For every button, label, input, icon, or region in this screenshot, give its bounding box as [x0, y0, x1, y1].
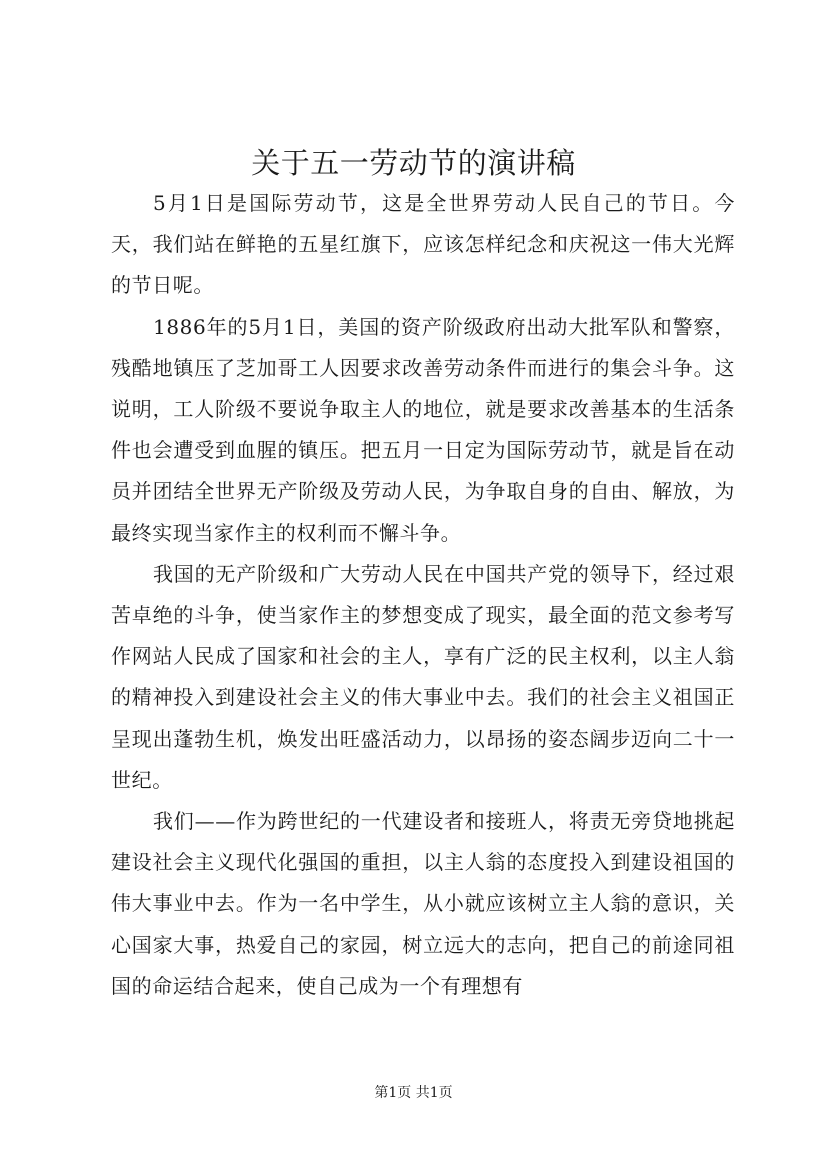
document-body — [111, 183, 735, 1007]
paragraph: 1886年的5月1日，美国的资产阶级政府出动大批军队和警察，残酷地镇压了芝加哥工人因要求改善劳动条件而进行的集会斗争。这说明，工人阶级不要说争取主人的地位，就是要求改善基本的生活条件也会遭受到血腥的镇压。把五月一日定为国际劳动节，就是旨在动员并团结全世界无产阶级及劳动人民，为争取自身的自由、解放，为最终实现当家作主的权利而不懈斗争。 — [111, 314, 735, 545]
page-footer — [0, 1083, 827, 1103]
paragraph: 5月1日是国际劳动节，这是全世界劳动人民自己的节日。今天，我们站在鲜艳的五星红旗下，应该怎样纪念和庆祝这一伟大光辉的节日呢。 — [111, 191, 735, 298]
document-title: 关于五一劳动节的演讲稿 — [251, 146, 576, 180]
paragraph: 我们——作为跨世纪的一代建设者和接班人，将责无旁贷地挑起建设社会主义现代化强国的重担，以主人翁的态度投入到建设祖国的伟大事业中去。作为一名中学生，从小就应该树立主人翁的意识，关心国家大事，热爱自己的家园，树立远大的志向，把自己的前途同祖国的命运结合起来，使自己成为一个有理想有 — [111, 809, 735, 998]
page-number: 第1页 共1页 — [374, 1085, 453, 1101]
paragraph: 我国的无产阶级和广大劳动人民在中国共产党的领导下，经过艰苦卓绝的斗争，使当家作主的梦想变成了现实，最全面的范文参考写作网站人民成了国家和社会的主人，享有广泛的民主权利，以主人翁的精神投入到建设社会主义的伟大事业中去。我们的社会主义祖国正呈现出蓬勃生机，焕发出旺盛活动力，以昂扬的姿态阔步迈向二十一世纪。 — [111, 561, 735, 792]
